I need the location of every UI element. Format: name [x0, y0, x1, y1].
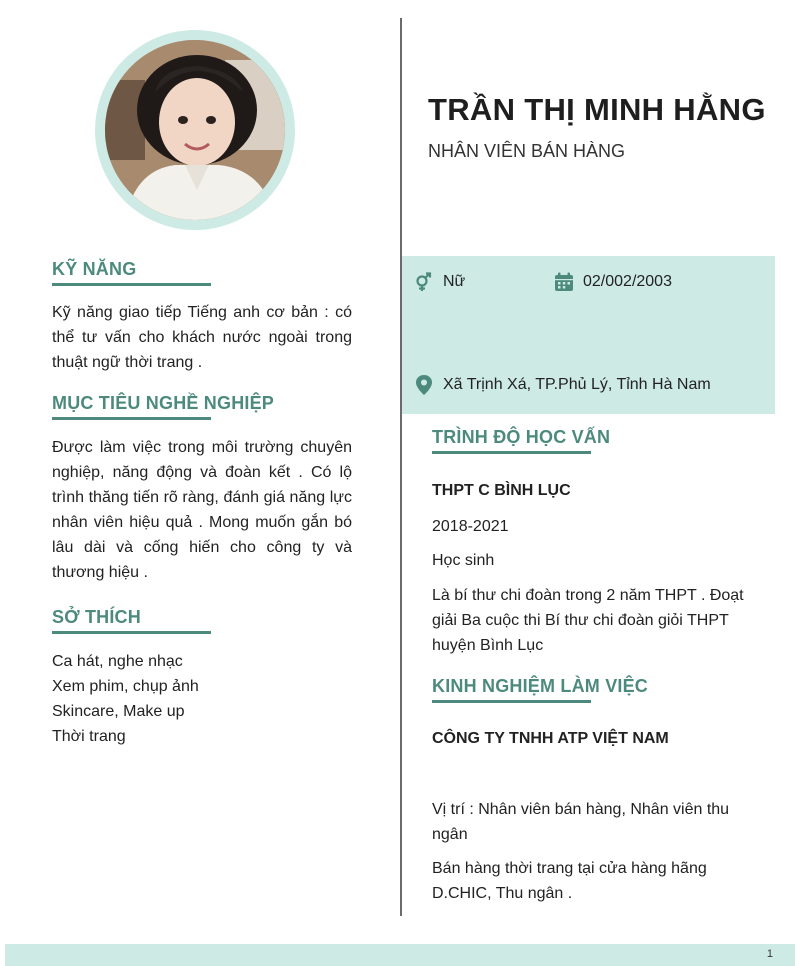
hobby-item: Thời trang	[52, 728, 126, 745]
skills-text: Kỹ năng giao tiếp Tiếng anh cơ bản : có thể tư vấn cho khách nước ngoài trong thuật ngữ thời trang .	[52, 304, 352, 371]
candidate-job-title: NHÂN VIÊN BÁN HÀNG	[428, 141, 626, 161]
experience-position: Vị trí : Nhân viên bán hàng, Nhân viên thu ngân	[432, 801, 730, 843]
location-pin-icon	[414, 374, 434, 396]
education-years: 2018-2021	[432, 518, 509, 535]
experience-title: KINH NGHIỆM LÀM VIỆC	[432, 676, 649, 696]
experience-underline	[432, 700, 591, 703]
column-divider	[400, 18, 402, 916]
career-goal-text: Được làm việc trong môi trường chuyên nghiệp, năng động và đoàn kết . Có lộ trình thăng tiến rõ ràng, đánh giá năng lực nhân viên hiệu quả . Mong muốn gắn bó lâu dài và cống hiến cho công ty và thương hiệu .	[52, 439, 352, 581]
gender-icon	[414, 272, 434, 292]
avatar-frame	[95, 30, 295, 230]
gender-value: Nữ	[443, 273, 466, 290]
hobbies-list	[52, 649, 352, 749]
footer-bar	[5, 944, 795, 966]
address-value: Xã Trịnh Xá, TP.Phủ Lý, Tỉnh Hà Nam	[443, 376, 711, 393]
page-number: 1	[766, 948, 773, 960]
portrait-photo	[105, 40, 285, 220]
education-school: THPT C BÌNH LỤC	[432, 482, 571, 499]
dob-row	[554, 272, 672, 292]
education-underline	[432, 451, 591, 454]
career-goal-underline	[52, 417, 211, 420]
experience-company: CÔNG TY TNHH ATP VIỆT NAM	[432, 730, 669, 747]
education-description: Là bí thư chi đoàn trong 2 năm THPT . Đoạt giải Ba cuộc thi Bí thư chi đoàn giỏi THPT huyện Bình Lục	[432, 587, 744, 654]
hobby-item: Xem phim, chụp ảnh	[52, 678, 199, 695]
career-goal-title: MỤC TIÊU NGHỀ NGHIỆP	[52, 393, 275, 413]
hobbies-underline	[52, 631, 211, 634]
gender-row	[414, 272, 465, 292]
hobby-item: Ca hát, nghe nhạc	[52, 653, 183, 670]
skills-underline	[52, 283, 211, 286]
skills-title: KỸ NĂNG	[52, 259, 137, 279]
dob-value: 02/002/2003	[583, 273, 672, 290]
personal-info-panel	[402, 256, 775, 414]
calendar-icon	[554, 272, 574, 292]
hobbies-title: SỞ THÍCH	[52, 607, 141, 627]
education-title: TRÌNH ĐỘ HỌC VẤN	[432, 427, 611, 447]
candidate-name: TRẦN THỊ MINH HẰNG	[428, 92, 766, 127]
experience-description: Bán hàng thời trang tại cửa hàng hãng D.CHIC, Thu ngân .	[432, 860, 707, 902]
address-row	[414, 374, 711, 396]
hobby-item: Skincare, Make up	[52, 703, 185, 720]
avatar	[105, 40, 285, 220]
education-role: Học sinh	[432, 552, 495, 569]
